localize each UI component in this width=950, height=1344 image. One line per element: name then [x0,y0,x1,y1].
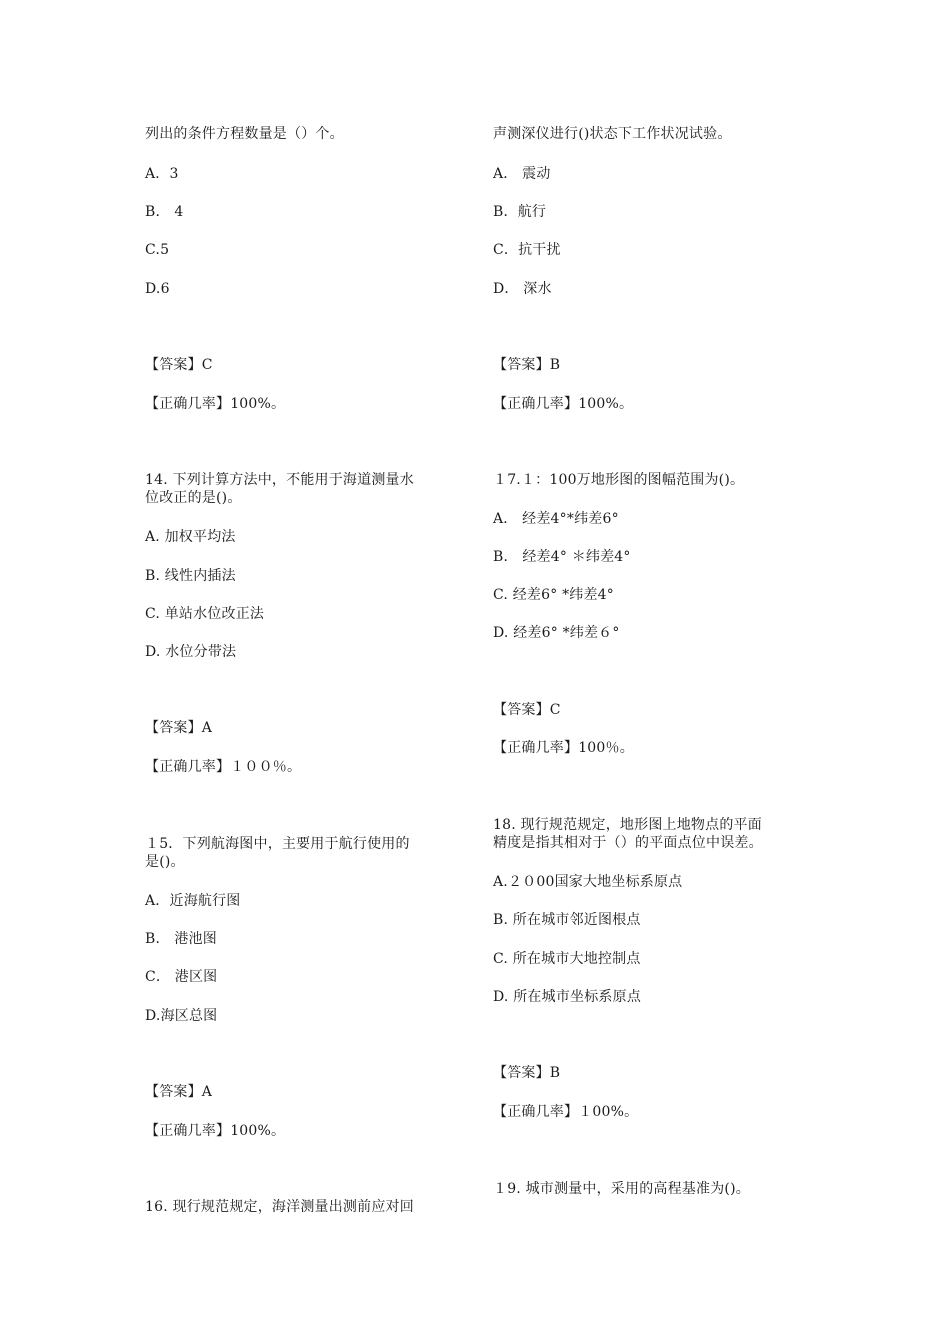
accuracy-rate: 【正确几率】100%。 [145,1123,286,1139]
option-d: D. 经差6° *纬差６° [493,625,620,641]
question-stem: 16. 现行规范规定，海洋测量出测前应对回 [145,1199,414,1215]
question-stem: １7.１：100万地形图的图幅范围为()。 [493,472,745,488]
answer-label: 【答案】C [145,357,213,373]
option-b: B． 经差4° ＊纬差4° [493,549,631,565]
option-c: C. 所在城市大地控制点 [493,951,641,967]
accuracy-rate: 【正确几率】100%。 [493,396,634,412]
option-a: A． 震动 [493,166,551,182]
question-stem-line1: １5．下列航海图中，主要用于航行使用的 [145,836,410,852]
option-b: B． 港池图 [145,931,217,947]
option-b: B. 线性内插法 [145,568,236,584]
option-c: C．抗干扰 [493,242,561,258]
option-c: C． 港区图 [145,969,218,985]
question-stem: 声测深仪进行()状态下工作状况试验。 [493,126,732,142]
answer-label: 【答案】B [493,357,561,373]
answer-label: 【答案】C [493,702,561,718]
option-a: A.２０00国家大地坐标系原点 [493,874,683,890]
option-a: A．近海航行图 [145,893,241,909]
option-c: C.5 [145,242,170,258]
option-d: D. 所在城市坐标系原点 [493,989,642,1005]
option-b: B．航行 [493,204,547,220]
option-d: D.6 [145,281,170,297]
accuracy-rate: 【正确几率】１00%。 [493,1104,639,1120]
answer-label: 【答案】A [145,720,213,736]
option-c: C. 单站水位改正法 [145,606,265,622]
question-stem: 列出的条件方程数量是（）个。 [145,126,344,142]
option-b: B． 4 [145,204,184,220]
answer-label: 【答案】B [493,1065,561,1081]
option-c: C. 经差6° *纬差4° [493,587,614,603]
question-stem: １9. 城市测量中，采用的高程基准为()。 [493,1181,750,1197]
option-d: D． 深水 [493,281,552,297]
question-stem-line2: 是()。 [145,854,185,870]
accuracy-rate: 【正确几率】100%。 [145,396,286,412]
question-stem-line2: 位改正的是()。 [145,490,242,506]
question-stem-line1: 14. 下列计算方法中，不能用于海道测量水 [145,472,414,488]
accuracy-rate: 【正确几率】１００％。 [145,759,302,775]
option-a: A． 经差4°*纬差6° [493,511,619,527]
option-b: B. 所在城市邻近图根点 [493,912,641,928]
accuracy-rate: 【正确几率】100％。 [493,740,634,756]
answer-label: 【答案】A [145,1084,213,1100]
option-a: A．3 [145,166,179,182]
option-d: D.海区总图 [145,1008,218,1024]
question-stem-line1: 18. 现行规范规定，地形图上地物点的平面 [493,817,762,833]
option-a: A. 加权平均法 [145,529,236,545]
question-stem-line2: 精度是指其相对于（）的平面点位中误差。 [493,835,763,851]
option-d: D. 水位分带法 [145,644,237,660]
